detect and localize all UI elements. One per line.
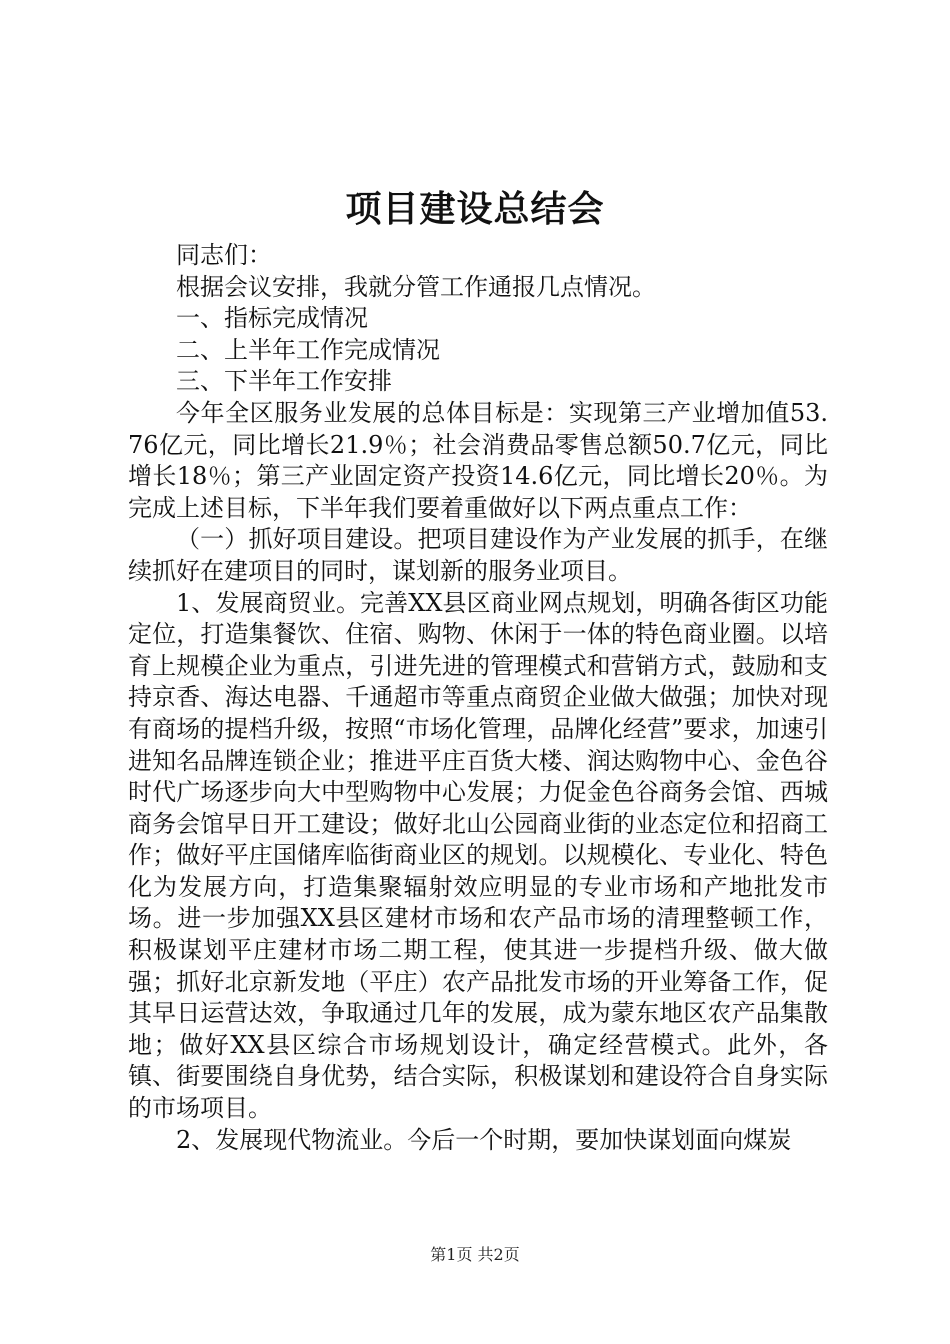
document-body (128, 240, 828, 1156)
section-heading-1: 一、指标完成情况 (176, 304, 368, 333)
commerce-paragraph: 1、发展商贸业。完善XX县区商业网点规划，明确各街区功能定位，打造集餐饮、住宿、购物、休闲于一体的特色商业圈。以培育上规模企业为重点，引进先进的管理模式和营销方式，鼓励和支持京香、海达电器、千通超市等重点商贸企业做大做强；加快对现有商场的提档升级，按照“市场化管理，品牌化经营”要求，加速引进知名品牌连锁企业；推进平庄百货大楼、润达购物中心、金色谷时代广场逐步向大中型购物中心发展；力促金色谷商务会馆、西城商务会馆早日开工建设；做好北山公园商业街的业态定位和招商工作；做好平庄国储库临街商业区的规划。以规模化、专业化、特色化为发展方向，打造集聚辐射效应明显的专业市场和产地批发市场。进一步加强XX县区建材市场和农产品市场的清理整顿工作，积极谋划平庄建材市场二期工程，使其进一步提档升级、做大做强；抓好北京新发地（平庄）农产品批发市场的开业筹备工作，促其早日运营达效，争取通过几年的发展，成为蒙东地区农产品集散地；做好XX县区综合市场规划设计，确定经营模式。此外，各镇、街要围绕自身优势，结合实际，积极谋划和建设符合自身实际的市场项目。 (128, 588, 828, 1123)
subsection-paragraph-1: （一）抓好项目建设。把项目建设作为产业发展的抓手，在继续抓好在建项目的同时，谋划新的服务业项目。 (128, 525, 828, 585)
section-heading-2: 二、上半年工作完成情况 (176, 335, 440, 364)
goals-paragraph: 今年全区服务业发展的总体目标是：实现第三产业增加值53.76亿元，同比增长21.9％；社会消费品零售总额50.7亿元，同比增长18％；第三产业固定资产投资14.6亿元，同比增长20％。为完成上述目标，下半年我们要着重做好以下两点重点工作： (128, 398, 828, 522)
document-title: 项目建设总结会 (345, 188, 605, 230)
salutation: 同志们： (176, 241, 272, 269)
intro-paragraph: 根据会议安排，我就分管工作通报几点情况。 (176, 272, 656, 301)
page-footer: 第1页 共2页 (430, 1245, 520, 1264)
section-heading-3: 三、下半年工作安排 (176, 367, 392, 396)
logistics-paragraph: 2、发展现代物流业。今后一个时期，要加快谋划面向煤炭 (176, 1125, 792, 1154)
